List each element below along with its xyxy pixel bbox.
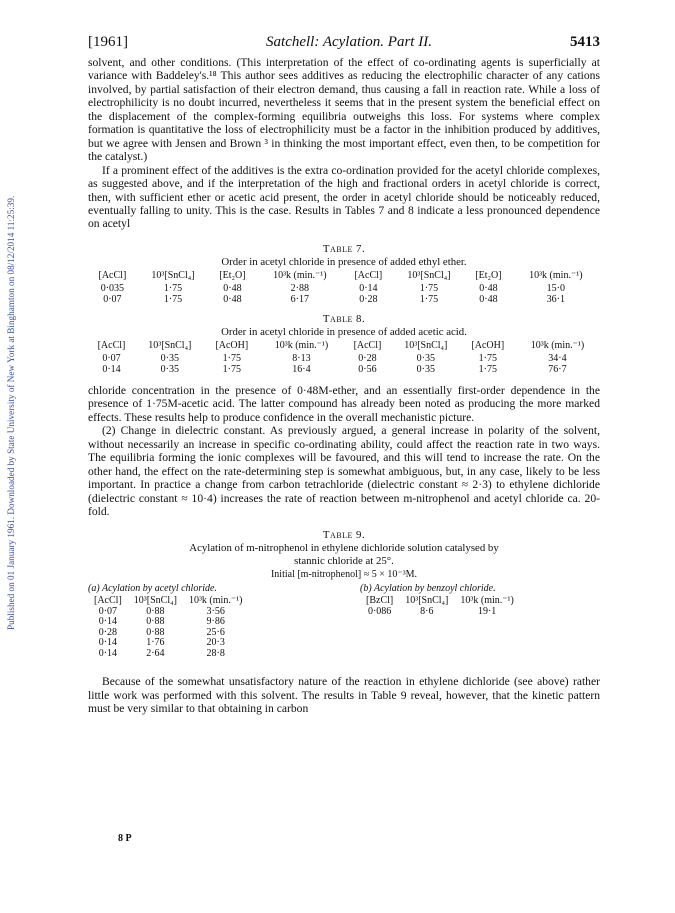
table9-label: Table 9. (322, 529, 366, 542)
table-cell: 8·6 (420, 605, 434, 617)
table-cell: 28·8 (206, 647, 225, 659)
table-cell: 0·35 (160, 352, 179, 364)
table-cell: 8·13 (292, 352, 311, 364)
column-header: 10³k (min.⁻¹) (530, 339, 585, 351)
table9-part-a-title: (a) Acylation by acetyl chloride. (88, 583, 217, 595)
table8-caption: Order in acetyl chloride in presence of added acetic acid. (221, 325, 467, 338)
table7-label: Table 7. (322, 242, 366, 255)
table9-part-b-table (360, 596, 520, 617)
table-cell: 0·14 (102, 363, 121, 375)
table-cell: 0·07 (98, 605, 118, 617)
table8-header-row (88, 339, 600, 353)
table-cell: 1·75 (478, 363, 497, 375)
table-cell: 1·75 (163, 293, 183, 305)
column-header: [Et₂O] (219, 269, 246, 281)
table-cell: 0·28 (359, 293, 378, 305)
table-cell: 0·48 (223, 293, 242, 305)
table-cell: 0·035 (100, 282, 125, 294)
table-cell: 2·64 (146, 647, 165, 659)
table-cell: 2·88 (290, 282, 309, 294)
column-header: 10³[SnCl₄] (148, 339, 192, 351)
column-header: [AcCl] (353, 339, 382, 351)
column-header: 10³k (min.⁻¹) (188, 595, 243, 607)
table-cell: 0·14 (98, 616, 118, 628)
column-header: [AcOH] (215, 339, 249, 351)
column-header: [Et₂O] (475, 269, 502, 281)
table-cell: 0·086 (367, 605, 392, 617)
table-row (88, 364, 600, 375)
column-header: 10³[SnCl₄] (133, 595, 177, 607)
paragraph-3: chloride concentration in the presence of 0·48M-ether, and an essentially first-order dependence in the presence of 1·75M-acetic acid. The latter compound has already been noted as producing the more marked effects. These results help to produce confidence in the overall mechanistic picture. (88, 383, 600, 424)
table-cell: 20·3 (206, 637, 225, 649)
table-cell: 0·88 (146, 605, 165, 617)
table-cell: 0·35 (416, 363, 435, 375)
table-cell: 0·88 (146, 616, 165, 628)
table-cell: 0·14 (98, 637, 118, 649)
table-row (88, 283, 600, 294)
table9-part-a (88, 583, 343, 659)
table-cell: 0·48 (479, 293, 498, 305)
running-head (88, 34, 600, 56)
download-notice (4, 70, 18, 630)
table-row (360, 607, 520, 618)
table-cell: 1·75 (478, 352, 497, 364)
table-cell: 0·07 (102, 352, 121, 364)
table-cell: 36·1 (546, 293, 565, 305)
table-cell: 0·07 (103, 293, 122, 305)
table-cell: 0·88 (146, 626, 165, 638)
paragraph-4: (2) Change in dielectric constant. As previously argued, a general increase in polarity of the solvent, without necessarily an increase in specific co-ordinating ability, could affect the reaction rate in two ways. The equilibria forming the ionic complexes will be favoured, and this will tend to increase the rate. On the other hand, the effect on the rate-determining step is somewhat ambiguous, but, in any case, likely to be less important. In practice a change from carbon tetrachloride (dielectric constant ≈ 2·3) to ethylene dichloride (dielectric constant ≈ 10·4) increases the rate of reaction between m-nitrophenol and acetyl chloride ca. 20-fold. (88, 424, 600, 518)
column-header: 10³k (min.⁻¹) (274, 339, 329, 351)
paragraph-2: If a prominent effect of the additives is the extra co-ordination provided for the acetyl chloride complexes, as suggested above, and if the interpretation of the high and fractional orders in acetyl chloride is correct, then, with sufficient ether or acetic acid present, the order in acetyl chloride should be noticeably reduced, eventually falling to unity. This is the case. Results in Tables 7 and 8 indicate a less pronounced dependence on acetyl (88, 163, 600, 231)
table-cell: 0·48 (223, 282, 242, 294)
table-cell: 9·86 (206, 616, 225, 628)
table7 (88, 269, 600, 305)
table-cell: 0·56 (358, 363, 377, 375)
column-header: 10³[SnCl₄] (151, 269, 195, 281)
paragraph-1: solvent, and other conditions. (This interpretation of the effect of co-ordinating agents is superficially at variance with Baddeley's.¹⁸ This author sees additives as reducing the electrophilic character of any cations involved, by partial satisfaction of their electron demand, thus causing a fall in reaction rate. While a loss of electrophilicity is no doubt incurred, nevertheless it seems that in the present system the beneficial effect on the displacement of the complex-forming equilibria outweighs this loss. For systems where complex formation is quantitative the loss of electrophilicity must be a factor in the inhibition produced by additives, but we agree with Jensen and Brown ³ in thinking the most important effect, even then, to be competition for the catalyst.) (88, 56, 600, 164)
table9-caption-line1: Acylation of m-nitrophenol in ethylene dichloride solution catalysed by (189, 542, 499, 555)
table-cell: 0·28 (98, 626, 118, 638)
table-cell: 76·7 (548, 363, 567, 375)
table-cell: 1·75 (222, 363, 241, 375)
signature-mark: 8 P (118, 833, 132, 844)
table-cell: 1·75 (419, 282, 439, 294)
table-row (88, 294, 600, 305)
table-cell: 1·75 (163, 282, 183, 294)
column-header: [AcCl] (354, 269, 383, 281)
download-notice-text: Published on 01 January 1961. Downloaded by State University of New York at Binghamton on 08/12/2014 11:25:39. (6, 195, 16, 630)
table-cell: 0·14 (98, 647, 118, 659)
table-cell: 1·76 (146, 637, 165, 649)
table-cell: 0·14 (359, 282, 378, 294)
header-page-number: 5413 (570, 34, 600, 50)
table8 (88, 339, 600, 375)
table-cell: 1·75 (419, 293, 439, 305)
table-cell: 16·4 (292, 363, 311, 375)
table8-label: Table 8. (322, 312, 366, 325)
table7-caption: Order in acetyl chloride in presence of added ethyl ether. (221, 255, 467, 268)
table-row (88, 353, 600, 364)
header-title: Satchell: Acylation. Part II. (266, 34, 432, 50)
table-cell: 15·0 (546, 282, 565, 294)
table7-header-row (88, 269, 600, 283)
table-cell: 0·35 (416, 352, 435, 364)
table9-part-b-title: (b) Acylation by benzoyl chloride. (360, 583, 496, 595)
table-cell: 0·28 (358, 352, 377, 364)
column-header: 10³[SnCl₄] (404, 339, 448, 351)
table-cell: 1·75 (222, 352, 241, 364)
table-cell: 19·1 (477, 605, 497, 617)
paragraph-5: Because of the somewhat unsatisfactory nature of the reaction in ethylene dichloride (see above) rather little work was performed with this solvent. The results in Table 9 reveal, however, that the kinetic pattern must be very similar to that obtaining in carbon (88, 675, 600, 716)
table9-caption-line2: stannic chloride at 25°. (294, 555, 394, 568)
table-cell: 25·6 (206, 626, 225, 638)
column-header: 10³k (min.⁻¹) (273, 269, 327, 281)
column-header: [AcCl] (94, 595, 122, 607)
column-header: 10³[SnCl₄] (405, 595, 449, 607)
table-cell: 0·48 (479, 282, 498, 294)
table9 (88, 583, 600, 659)
table9-part-a-table (88, 596, 248, 659)
column-header: 10³[SnCl₄] (407, 269, 451, 281)
table-cell: 3·56 (206, 605, 225, 617)
column-header: [AcCl] (98, 269, 127, 281)
table-cell: 0·35 (160, 363, 179, 375)
table-row (88, 649, 248, 660)
table-cell: 6·17 (290, 293, 309, 305)
column-header: 10³k (min.⁻¹) (529, 269, 583, 281)
column-header: 10³k (min.⁻¹) (460, 595, 514, 607)
header-year: [1961] (88, 34, 128, 50)
column-header: [AcOH] (471, 339, 505, 351)
table9-part-b (360, 583, 600, 659)
table-cell: 34·4 (548, 352, 567, 364)
table9-initial-conditions: Initial [m-nitrophenol] ≈ 5 × 10⁻³M. (270, 569, 418, 581)
column-header: [BzCl] (366, 595, 394, 607)
journal-page (88, 34, 600, 716)
column-header: [AcCl] (97, 339, 126, 351)
